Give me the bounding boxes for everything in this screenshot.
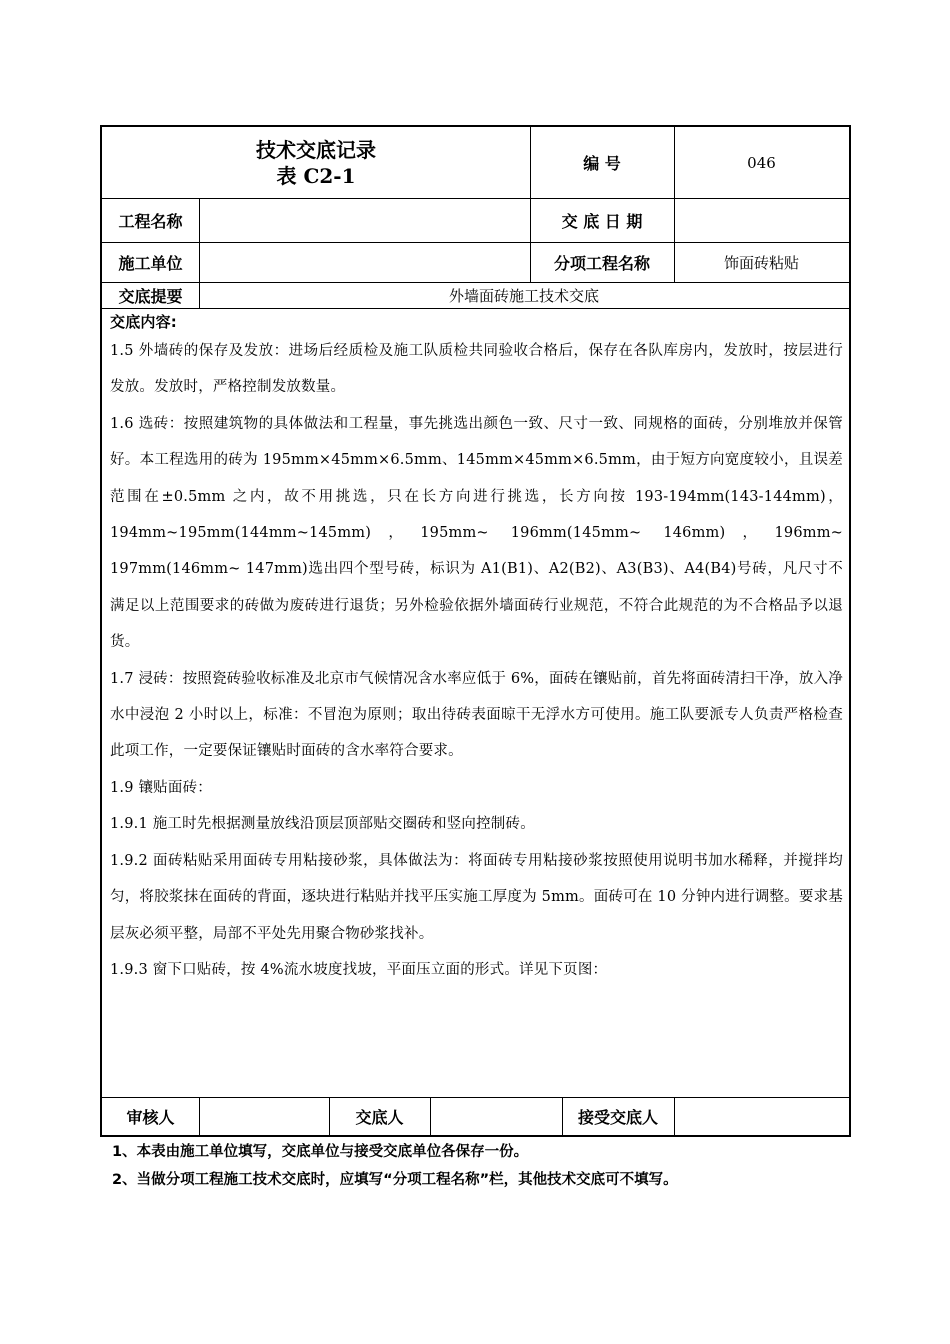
reviewer-label: 审核人 — [126, 1107, 175, 1127]
content-paragraph: 1.7 浸砖：按照瓷砖验收标准及北京市气候情况含水率应低于 6%，面砖在镶贴前，首先将面砖清扫干净，放入净水中浸泡 2 小时以上，标准：不冒泡为原则；取出待砖表面晾干无浮水方可使用。施工队要派专人负责严格检查此项工作，一定要保证镶贴时面砖的含水率符合要求。 — [110, 670, 843, 760]
reviewer-field[interactable] — [199, 1097, 329, 1135]
row-divider — [102, 308, 849, 309]
disclosure-content — [110, 311, 843, 988]
discloser-field[interactable] — [430, 1097, 562, 1135]
receiver-field[interactable] — [674, 1097, 849, 1135]
summary-label: 交底提要 — [118, 286, 183, 306]
unit-field[interactable] — [199, 242, 530, 282]
number-label: 编 号 — [583, 154, 621, 173]
form-title — [102, 127, 530, 198]
content-paragraph: 1.9.1 施工时先根据测量放线沿顶层顶部贴交圈砖和竖向控制砖。 — [110, 816, 535, 833]
disclosure-record-table — [100, 125, 851, 1137]
date-label: 交 底 日 期 — [561, 211, 643, 231]
content-paragraph: 1.5 外墙砖的保存及发放：进场后经质检及施工队质检共同验收合格后，保存在各队库房内，发放时，按层进行发放。发放时，严格控制发放数量。 — [110, 343, 843, 396]
footnote: 2、当做分项工程施工技术交底时，应填写“分项工程名称”栏，其他技术交底可不填写。 — [112, 1172, 678, 1188]
footnote: 1、本表由施工单位填写，交底单位与接受交底单位各保存一份。 — [112, 1144, 529, 1160]
content-paragraph: 1.9 镶贴面砖： — [110, 779, 212, 796]
content-paragraph: 1.6 选砖：按照建筑物的具体做法和工程量，事先挑选出颜色一致、尺寸一致、同规格的面砖，分别堆放并保管好。本工程选用的砖为 195mm×45mm×6.5mm、145mm×45mm×6.5mm，由于短方向宽度较小，且误差范围在±0.5mm 之内，故不用挑选，只在长方向进行挑选，长方向按 193-194mm(143-144mm)，194mm~195mm(144mm~145mm)，195mm~ 196mm(145mm~ 146mm)，196mm~ 197mm(146mm~ 147mm)选出四个型号砖，标识为 A1(B1)、A2(B2)、A3(B3)、A4(B4)号砖，凡尺寸不满足以上范围要求的砖做为废砖进行退货；另外检验依据外墙面砖行业规范，不符合此规范的为不合格品予以退货。 — [110, 415, 843, 651]
content-paragraph: 1.9.2 面砖粘贴采用面砖专用粘接砂浆，具体做法为：将面砖专用粘接砂浆按照使用说明书加水稀释，并搅拌均匀，将胶浆抹在面砖的背面，逐块进行粘贴并找平压实施工厚度为 5mm。面砖可在 10 分钟内进行调整。要求基层灰必须平整，局部不平处先用聚合物砂浆找补。 — [110, 852, 843, 942]
summary-value: 外墙面砖施工技术交底 — [448, 286, 599, 305]
subproject-value: 饰面砖粘贴 — [723, 253, 799, 272]
subproject-label: 分项工程名称 — [553, 253, 650, 273]
footnotes — [112, 1138, 852, 1194]
content-heading: 交底内容: — [110, 313, 177, 331]
date-field[interactable] — [674, 198, 849, 242]
unit-label: 施工单位 — [118, 253, 183, 273]
form-code: 表 C2-1 — [276, 163, 356, 188]
content-paragraph: 1.9.3 窗下口贴砖，按 4%流水坡度找坡，平面压立面的形式。详见下页图： — [110, 961, 608, 978]
discloser-label: 交底人 — [355, 1107, 404, 1127]
receiver-label: 接受交底人 — [577, 1107, 658, 1127]
project-name-label: 工程名称 — [118, 211, 183, 231]
number-value: 046 — [747, 153, 776, 172]
project-name-field[interactable] — [199, 198, 530, 242]
page-title: 技术交底记录 — [256, 137, 376, 162]
